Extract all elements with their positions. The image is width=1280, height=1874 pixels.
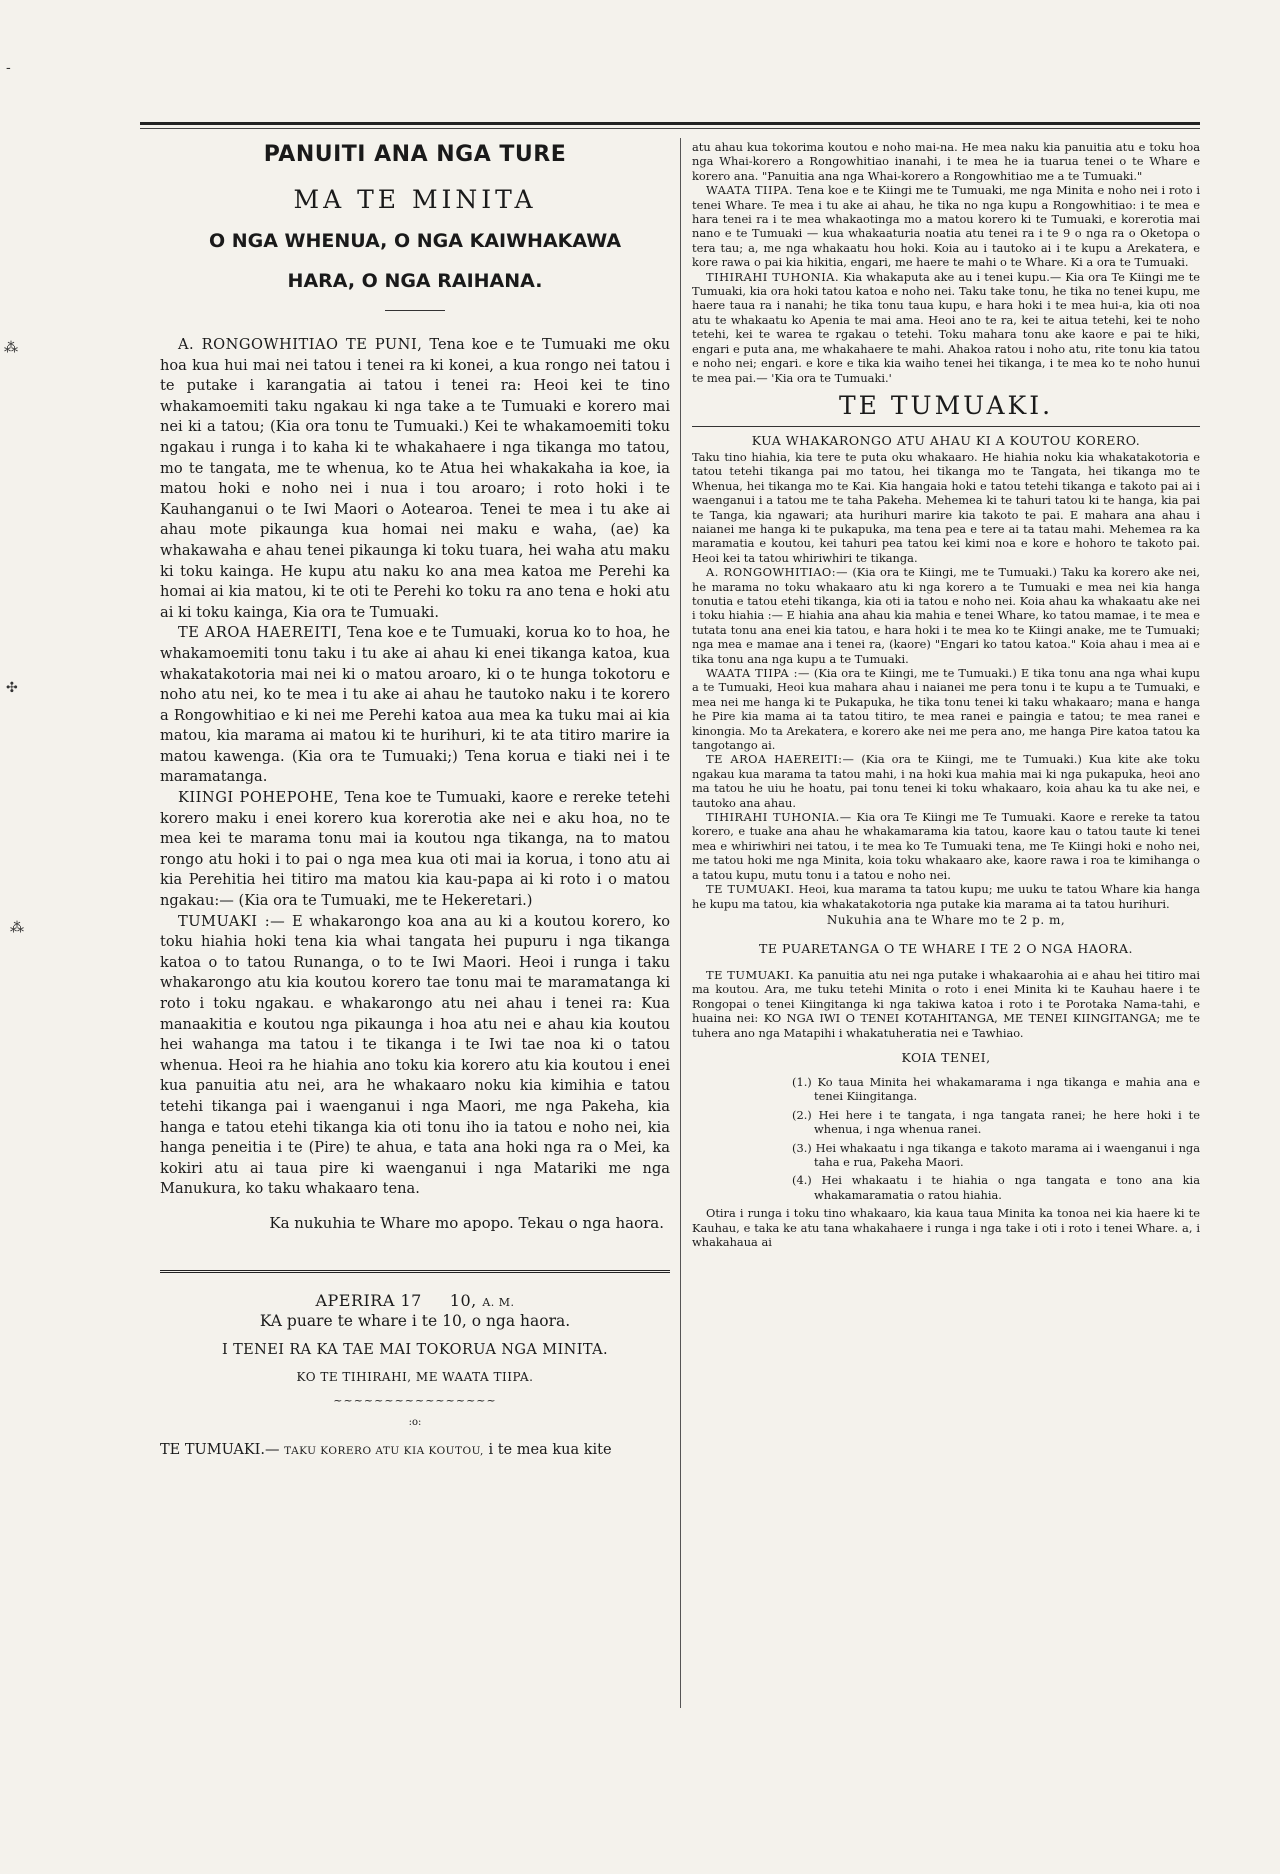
speaker-name: TIHIRAHI TUHONIA.— xyxy=(706,810,852,825)
koia-heading: KOIA TENEI, xyxy=(901,1049,991,1065)
paragraph-text: atu ahau kua tokorima koutou e noho mai-na. He mea naku kia panuitia atu e toku hoa nga Whai-korero a Rongowhitiao inanahi, i te mea he ia tuarua tenei o te Whare e korero ana. "Panuitia ana nga Whai-korero a Rongowhitiao me a te Tumuaki." xyxy=(692,140,1200,183)
list-item xyxy=(792,1173,1200,1202)
speaker-name: TE TUMUAKI. xyxy=(706,882,795,897)
separator: :o: xyxy=(408,1417,422,1428)
speaker-name: TE AROA HAEREITI, xyxy=(178,624,343,642)
speaker-name: TE TUMUAKI.— xyxy=(160,1442,280,1458)
ministers-line: KO TE TIHIRAHI, ME WAATA TIIPA. xyxy=(296,1370,534,1384)
list-number: (1.) xyxy=(792,1074,812,1089)
paragraph-text: Tena koe e te Tumuaki me oku hoa kua hui mai nei tatou i tenei ra ki konei, a kua rongo nei tatou i te putake i karangatia ai tatou i tenei ra: Heoi kei te tino whakamoemiti taku ngakau ki nga take a te Tumuaki e korero mai nei ki a tatou; (Kia ora tonu te Tumuaki.) Kei te whakamoemiti toku ngakau i runga i to kaha ki te whakahaere i nga tikanga mo tatou, mo te tangata, me te whenua, ko te Atua hei whakakaha ia koe, ia matou hoki e noho nei i nua i tou aroaro; i roto hoki i te Kauhanganui o te Iwi Maori o Aotearoa. Tenei te mea i tu ake ai ahau mote pikaunga kua homai nei maku e waha, (ae) ka whakawaha e ahau tenei pikaunga ki toku tuara, hei waha atu maku ki toku kainga. He kupu atu naku ko ana mea katoa me Perehi ka homai ai kia matou, ki te oti te Perehi ko toku ra ano tena e hoki atu ai ki toku kainga, Kia ora te Tumuaki. xyxy=(160,336,670,621)
paragraph xyxy=(160,788,670,912)
heading-rule xyxy=(692,426,1200,427)
nukuhia-line: Nukuhia ana te Whare mo te 2 p. m, xyxy=(826,912,1066,927)
paragraph xyxy=(692,565,1200,666)
margin-mark: ⁂ xyxy=(10,920,24,936)
paragraph-text: Heoi, kua marama ta tatou kupu; me uuku te tatou Whare kia hanga he kupu ma tatou, kia whakatakotoria nga putake kia marama ai ta tatou hurihuri. xyxy=(692,882,1201,911)
paragraph xyxy=(160,912,670,1200)
speaker-name: TE AROA HAEREITI:— xyxy=(706,752,855,767)
paragraph-text: Tena koe e te Kiingi me te Tumuaki, me nga Minita e noho nei i roto i tenei Whare. Te mea i tu ake ai ahau, he tika no nga kupu a Rongowhitiao: i te mea e hara tenei ra i te mea whakaotinga mo a matou korero ki te Tumuaki, e korerotia mai nano e te Tumuaki — kua whakaaturia noatia atu tenei ra i te 9 o nga ra o Oketopa o tera tau; a, me nga whakaatu hou hoki. Koia au i tautoko ai i te kupu a Arekatera, e kore rawa o pai kia hikitia, engari, me haere te mahi o te Whare. Ki a ora te Tumuaki. xyxy=(692,183,1200,270)
list-text: Ko taua Minita hei whakamarama i nga tikanga e mahia ana e tenei Kiingitanga. xyxy=(814,1074,1200,1104)
paragraph xyxy=(160,335,670,623)
tumuaki-opening xyxy=(160,1442,670,1458)
paragraph-text: (Kia ora te Kiingi, me te Tumuaki.) Taku ka korero ake nei, he marama no toku whakaaro atu ki nga korero a te Tumuaki e mea nei kia hanga tonutia e tatou etehi tikanga, kia oti ia tatou e noho nei. Koia ahau ka whakaatu ake nei i toku hiahia :— E hiahia ana ahau kia mahia e tenei Whare, ko tatou mamae, i te mea e tutata tonu ana enei kia tatou, e hara hoki i te mea ko te Kiingi anake, me te Tumuaki; nga mea e mamae ana i tenei ra, (kaore) "Engari ko tatou katoa." Koia ahau i mea ai e tika tonu ana nga kupu a te Tumuaki. xyxy=(692,565,1200,666)
tumuaki-tail: i te mea kua kite xyxy=(488,1442,612,1458)
paragraph xyxy=(692,140,1200,183)
left-column xyxy=(160,140,670,1232)
list-item xyxy=(792,1108,1200,1137)
paragraph-text: Taku tino hiahia, kia tere te puta oku whakaaro. He hiahia noku kia whakatakotoria e tatou tetehi tikanga pai mo tatou, hei tikanga mo te Tangata, hei tikanga mo te Whenua, hei tikanga mo te Kai. Kia hangaia hoki e tatou tetehi tikanga e takoto pai ai i waenganui i a tatou me te taha Pakeha. Mehemea ki te tahuri tatou ki te hanga, kia pai te Tanga, kia ngawari; ata hurihuri marire kia takoto te pai. E mahara ana ahau i naianei me hanga ki te pukapuka, ma tena pea e tere ai ta tatau mahi. Mehemea ra ka maramatia e koutou, kei tahuri pea tatou kei kimi noa e kore e hohoro te takoto pai. Heoi kei ta tatou whiriwhiri te tikanga. xyxy=(692,449,1200,565)
section-title: KUA WHAKARONGO ATU AHAU KI A KOUTOU KORERO. xyxy=(751,432,1141,448)
margin-mark: ✣ xyxy=(6,680,18,696)
date: APERIRA 17 xyxy=(315,1291,422,1310)
list-item xyxy=(792,1141,1200,1170)
paragraph xyxy=(692,666,1200,752)
paragraph xyxy=(692,270,1200,385)
tumuaki-heading: TE TUMUAKI. xyxy=(838,390,1054,420)
list-item xyxy=(792,1075,1200,1104)
paragraph-text: (Kia ora te Kiingi, me te Tumuaki.) Kua kite ake toku ngakau kua marama ta tatou mahi, i na hoki kua mahia mai ki nga pukapuka, heoi ano ma tatou he uiu he hoatu, pai tonu tenei ki toku whakaaro, koia ahau ka tu ake nei, e tautoko ana ahau. xyxy=(692,752,1200,810)
open-line: KA puare te whare i te 10, o nga haora. xyxy=(259,1312,571,1330)
time: 10, xyxy=(449,1291,477,1310)
margin-mark: - xyxy=(6,60,11,76)
section-rule xyxy=(160,1270,670,1273)
paragraph-text: Kia whakaputa ake au i tenei kupu.— Kia ora Te Kiingi me te Tumuaki, kia ora hoki tatou katoa e noho nei. Taku take tonu, he tika no tenei kupu, me haere taua ra i nanahi; he tika tonu taua kupu, e hara hoki i te mea hui-a, kia oti noa atu te whakaatu ko Apenia te mai ama. Heoi ano te ra, kei te aitua tetehi, kei te noho tetehi, kei te warea te rgakau o tetehi. Toku mahara tonu ake kaore e pai te hiki, engari e puta ana, me whakahaere te mahi. Ahakoa ratou i noho atu, rite tonu kia tatou e noho nei; engari. e kore e tika kia waiho tenei hei tikanga, i te mea ko te noho hunui te mea pai.— 'Kia ora te Tumuaki.' xyxy=(692,269,1201,385)
date-line xyxy=(160,1291,670,1310)
speaker-name: TIHIRAHI TUHONIA. xyxy=(706,269,840,284)
paragraph xyxy=(160,623,670,788)
masthead-line-2: MA TE MINITA xyxy=(293,185,537,214)
speaker-name: KIINGI POHEPOHE, xyxy=(178,789,340,807)
right-column xyxy=(692,140,1200,1249)
margin-mark: ⁂ xyxy=(4,340,18,356)
list-number: (3.) xyxy=(792,1140,812,1155)
paragraph-text: Tena koe te Tumuaki, kaore e rereke tetehi korero maku i enei korero kua korerotia ake nei e aku hoa, no te mea kei te marama tonu mai ia koutou nga tikanga, na to matou rongo atu hoki i to pai o nga mea kua oti mai ia korua, i tono atu ai kia Perehitia hei titiro ma matou kia kau-papa ai ki roto i o matou ngakau:— (Kia ora te Tumuaki, me te Hekeretari.) xyxy=(160,789,671,910)
paragraph xyxy=(692,968,1200,1040)
tenei-heading: I TENEI RA KA TAE MAI TOKORUA NGA MINITA. xyxy=(221,1342,609,1358)
short-rule xyxy=(385,310,445,311)
adjourn-line: Ka nukuhia te Whare mo apopo. Tekau o nga haora. xyxy=(269,1213,664,1232)
paragraph xyxy=(692,810,1200,882)
speaker-name: TE TUMUAKI. xyxy=(706,967,795,982)
paragraph xyxy=(692,882,1200,911)
list-number: (4.) xyxy=(792,1173,812,1188)
paragraph xyxy=(692,752,1200,810)
top-rule-thin xyxy=(140,128,1200,129)
time-suffix: A. M. xyxy=(482,1296,515,1309)
paragraph-text: (Kia ora te Kiingi, me te Tumuaki.) E tika tonu ana nga whai kupu a te Tumuaki, Heoi kua mahara ahau i naianei me pera tonu i te kupu a te Tumuaki, e mea nei me hanga ki te Pukapuka, he tika tonu tenei ki taku whakaaro; mana e hanga he Pire kia mama ai ta tatou titiro, te mea ranei e paingia e tatou; te mea ranei e kinongia. Mo ta Arekatera, e korero ake nei me pera ano, me hanga Pire katoa tatou ka tangotango ai. xyxy=(692,666,1200,753)
closing-paragraph: Otira i runga i toku tino whakaaro, kia kaua taua Minita ka tonoa nei kia haere ki te Kauhau, e taka ke atu tana whakahaere i runga i nga take i oti i roto i tenei Whare. a, i whakahaua ai xyxy=(692,1206,1200,1249)
masthead-line-1: PANUITI ANA NGA TURE xyxy=(263,142,567,167)
speaker-name: TUMUAKI :— xyxy=(178,912,286,930)
list-text: Hei whakaatu i te hiahia o nga tangata e tono ana kia whakamaramatia o ratou hiahia. xyxy=(814,1173,1200,1202)
lower-left-block xyxy=(160,1240,670,1458)
paragraph xyxy=(692,183,1200,269)
list-text: Hei here i te tangata, i nga tangata ranei; he here hoki i te whenua, i nga whenua ranei. xyxy=(814,1107,1200,1137)
paragraph-text: E whakarongo koa ana au ki a koutou korero, ko toku hiahia hoki tena kia whai tangata hei pupuru i nga tikanga katoa o to tatou Runanga, o to te Iwi Maori. Heoi i runga i taku whakarongo atu kia koutou korero tae tonu mai te maramatanga ki roto i toku ngakau. e whakarongo atu nei ahau i tenei ra: Kua manaakitia e koutou nga pikaunga i hoa atu nei e ahau kia koutou hei wahanga ma tatou i te tikanga i te Iwi tae noa ki o tatou whenua. Heoi ra he hiahia ano toku kia korero atu kia koutou i enei kua panuitia atu nei, ara he whakaaro noku kia kimihia e tatou tetehi tikanga pai i waenganui i nga Maori, me nga Pakeha, kia hanga e tatou etehi tikanga kia oti tonu iho ia tatou e noho nei, kia hanga peneitia i te (Pire) te ahua, e tata ana hoki nga ra o Mei, ka kokiri atu ai taua pire ki waenganui i nga Matariki me nga Manukura, ko taku whakaaro tena. xyxy=(160,912,671,1198)
column-divider xyxy=(680,138,681,1708)
squiggle-divider: ~~~~~~~~~~~~~~~~ xyxy=(333,1394,497,1407)
paragraph-text: Tena koe e te Tumuaki, korua ko to hoa, he whakamoemiti tonu taku i tu ake ai ahau ki enei tikanga katoa, kua whakatakotoria mai nei ki o matou aroaro, ki o te hunga tokotoru e noho atu nei, ko te mea i tu ake ai ahau he tautoko naku i te korero a Rongowhitiao e ki nei me Perehi katoa aua mea ka tuku mai ai kia matou, kia marama ai matou ki te hurihuri, ki te ata titiro marire ia matou kawenga. (Kia ora te Tumuaki;) Tena korua e tiaki nei i te maramatanga. xyxy=(160,624,670,786)
speaker-name: A. RONGOWHITIAO TE PUNI, xyxy=(178,336,423,353)
paragraph-text: Ka panuitia atu nei nga putake i whakaarohia ai e ahau hei titiro mai ma koutou. Ara, me tuku tetehi Minita o roto i enei Minita ki te Kauhau haere i te Rongopai o tenei Kiingitanga ki nga takiwa katoa i roto i te Porotaka Nama-tahi, e huaina nei: KO NGA IWI O TENEI KOTAHITANGA, ME TENEI KIINGITANGA; me te tuhera ano nga Matapihi i whakatuheratia nei e Tawhiao. xyxy=(692,967,1201,1040)
speaker-name: A. RONGOWHITIAO:— xyxy=(706,565,849,580)
list-text: Hei whakaatu i nga tikanga e takoto marama ai i waenganui i nga taha e rua, Pakeha Maori. xyxy=(814,1140,1200,1169)
masthead-line-3: O NGA WHENUA, O NGA KAIWHAKAWA xyxy=(208,230,622,252)
tumuaki-small-caps: TAKU KORERO ATU KIA KOUTOU, xyxy=(284,1445,484,1457)
numbered-list xyxy=(692,1075,1200,1202)
section-title-2: TE PUARETANGA O TE WHARE I TE 2 O NGA HAORA. xyxy=(759,940,1133,956)
speaker-name: WAATA TIIPA :— xyxy=(706,666,810,680)
paragraph xyxy=(692,450,1200,565)
top-rule xyxy=(140,122,1200,125)
list-number: (2.) xyxy=(792,1107,812,1122)
speaker-name: WAATA TIIPA. xyxy=(706,183,793,198)
masthead xyxy=(160,142,670,311)
masthead-line-4: HARA, O NGA RAIHANA. xyxy=(287,270,543,292)
paragraph-text: Kia ora Te Kiingi me Te Tumuaki. Kaore e rereke ta tatou korero, e tuake ana ahau he whakamarama kia tatou, kaore kau o tatou taute ki tenei mea e whiriwhiri nei tatou, i te mea ko Te Tumuaki tena, me Te Kiingi hoki e noho nei, me tatou hoki me nga Minita, koia toku whakaaro ake, kaore rawa i roa te kimihanga o a tatou kupu, mutu tonu i a tatou e noho nei. xyxy=(692,810,1200,882)
